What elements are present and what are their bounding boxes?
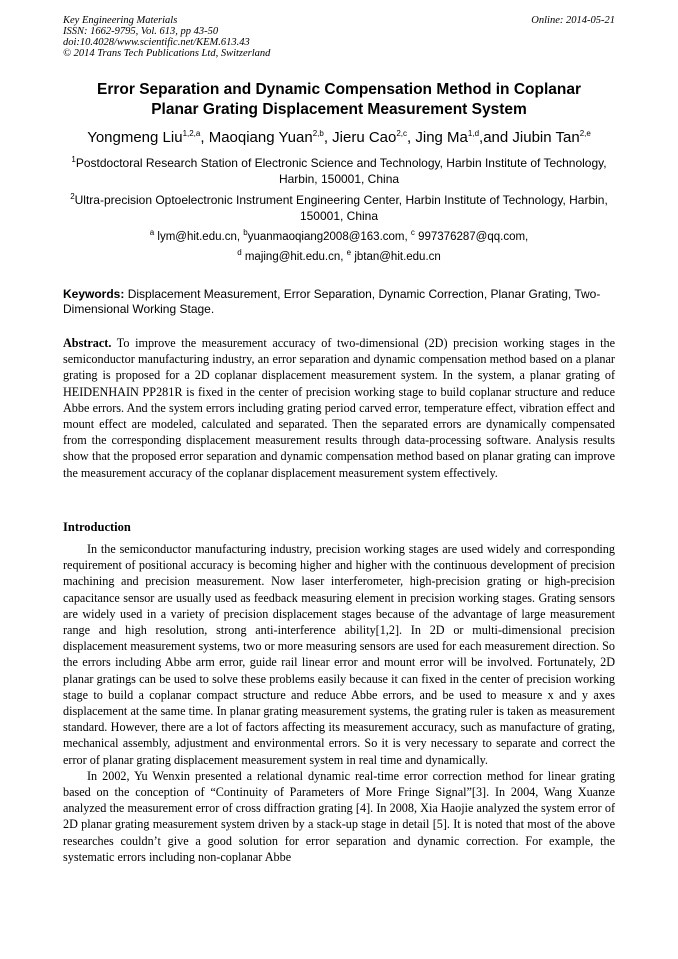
- author-name: Jing Ma: [415, 129, 468, 146]
- keywords-text: Displacement Measurement, Error Separation, Dynamic Correction, Planar Grating, Two-Dimensional Working Stage.: [63, 287, 601, 316]
- doi-line[interactable]: doi:10.4028/www.scientific.net/KEM.613.43: [63, 37, 250, 48]
- author-sup: 1,2,a: [182, 129, 201, 138]
- email-sup: d: [237, 248, 242, 258]
- email-sup: a: [149, 228, 155, 238]
- author-separator: ,: [407, 129, 416, 146]
- author-sup: 1,d: [467, 129, 480, 138]
- affiliation-sup: 1: [71, 155, 76, 164]
- online-date: Online: 2014-05-21: [531, 15, 615, 26]
- paragraph: In the semiconductor manufacturing industry, precision working stages are used widely and corresponding requirement of positional accuracy is becoming higher and higher with the continuous development of precision machining and precision measurement. Now laser interferometer, high-precision grating or high-precision capacitance sensor are usually used as feedback measuring element in precision working stages. Grating sensors are widely used in a variety of precision displacement stages because of the advantage of large measurement range and high resolution, strong anti-interference ability[1,2]. In 2D or multi-dimensional precision displacement measurement systems, two or more measuring sensors are used for each measurement direction. So the errors including Abbe arm error, guide rail linear error and mount error will be involved. Fortunately, 2D planar gratings can be used to solve these problems easily because it can fixed in the center of precision working stage to build a coplanar compact structure and reduce Abbe errors, and be used to measure x and y axes displacement at the same time. In planar grating measurement systems, the grating ruler is taken as measurement standard. However, there are a lot of factors affecting its measurement accuracy, such as manufacture of grating, mechanical assembly, adjustment and environmental errors. So it is very necessary to separate and correct the error of planar grating displacement measurement system in real time and dynamically.: [63, 542, 615, 767]
- author-separator: ,: [200, 129, 209, 146]
- author-separator: ,and: [479, 129, 513, 146]
- issn-line: ISSN: 1662-9795, Vol. 613, pp 43-50: [63, 26, 219, 37]
- author-sup: 2,e: [579, 129, 591, 138]
- author-name: Jieru Cao: [332, 129, 397, 146]
- email-sup: b: [243, 228, 248, 238]
- keywords-label: Keywords:: [63, 287, 125, 301]
- email-sup: e: [346, 248, 352, 258]
- author-sup: 2,c: [396, 129, 408, 138]
- email-address[interactable]: lym@hit.edu.cn,: [157, 231, 244, 243]
- abstract-label: Abstract.: [63, 336, 112, 350]
- affiliation-2: [63, 192, 615, 224]
- author-name: Maoqiang Yuan: [208, 129, 313, 146]
- section-heading-introduction: Introduction: [63, 520, 131, 534]
- author-name: Yongmeng Liu: [87, 129, 183, 146]
- affiliation-text: Postdoctoral Research Station of Electronic Science and Technology, Harbin Institute of Technology, Harbin, 150001, China: [75, 156, 607, 186]
- email-line-1: [63, 229, 615, 245]
- email-address[interactable]: 997376287@qq.com,: [418, 231, 529, 243]
- journal-name: Key Engineering Materials: [63, 15, 178, 26]
- journal-header: [63, 15, 270, 59]
- abstract-text: To improve the measurement accuracy of two-dimensional (2D) precision working stages in the semiconductor manufacturing industry, an error separation and dynamic compensation method based on a planar grating is proposed for a 2D coplanar displacement measurement system. In the system, a planar grating of HEIDENHAIN PP281R is fixed in the center of precision working stage to build coplanar structure and reduce Abbe errors. And the system errors including grating period carved error, temperature effect, vibration effect and mount effect are modeled, calculated and separated. Then the separated errors are dynamically compensated from the corresponding displacement measurement results through data-processing software. Analysis results show that the proposed error separation and dynamic compensation method based on planar grating can improve the measurement accuracy of the coplanar displacement measurement system effectively.: [63, 336, 616, 480]
- email-address[interactable]: majing@hit.edu.cn,: [244, 251, 347, 263]
- paragraph: In 2002, Yu Wenxin presented a relational dynamic real-time error correction method for linear grating based on the conception of “Continuity of Parameters of More Fringe Signal”[3]. In 2004, Wang Xuanze analyzed the measurement error of cross diffraction grating [4]. In 2008, Xia Haojie analyzed the system error of 2D planar grating measurement system driven by a stack-up stage in detail [5]. It is noted that most of the above researches couldn’t give a good solution for error separation and dynamic correction. For example, the systematic errors including non-coplanar Abbe: [63, 768, 615, 864]
- introduction-body: [63, 541, 615, 865]
- email-line-2: [63, 249, 615, 265]
- affiliation-1: [63, 155, 615, 187]
- author-name: Jiubin Tan: [512, 129, 580, 146]
- title-line-2: Planar Grating Displacement Measurement System: [151, 101, 527, 118]
- copyright-line: © 2014 Trans Tech Publications Ltd, Switzerland: [63, 48, 271, 59]
- email-sup: c: [410, 228, 415, 238]
- affiliation-text: Ultra-precision Optoelectronic Instrument Engineering Center, Harbin Institute of Technology, Harbin, 150001, China: [74, 193, 608, 223]
- affiliation-sup: 2: [70, 192, 75, 201]
- title-line-1: Error Separation and Dynamic Compensation Method in Coplanar: [96, 81, 581, 98]
- author-list: [40, 128, 638, 148]
- keywords-block: [63, 287, 615, 317]
- abstract-block: [63, 335, 615, 481]
- email-address[interactable]: yuanmaoqiang2008@163.com,: [247, 231, 411, 243]
- author-sup: 2,b: [312, 129, 324, 138]
- email-address[interactable]: jbtan@hit.edu.cn: [354, 251, 441, 263]
- paper-title: [63, 80, 615, 120]
- author-separator: ,: [323, 129, 333, 146]
